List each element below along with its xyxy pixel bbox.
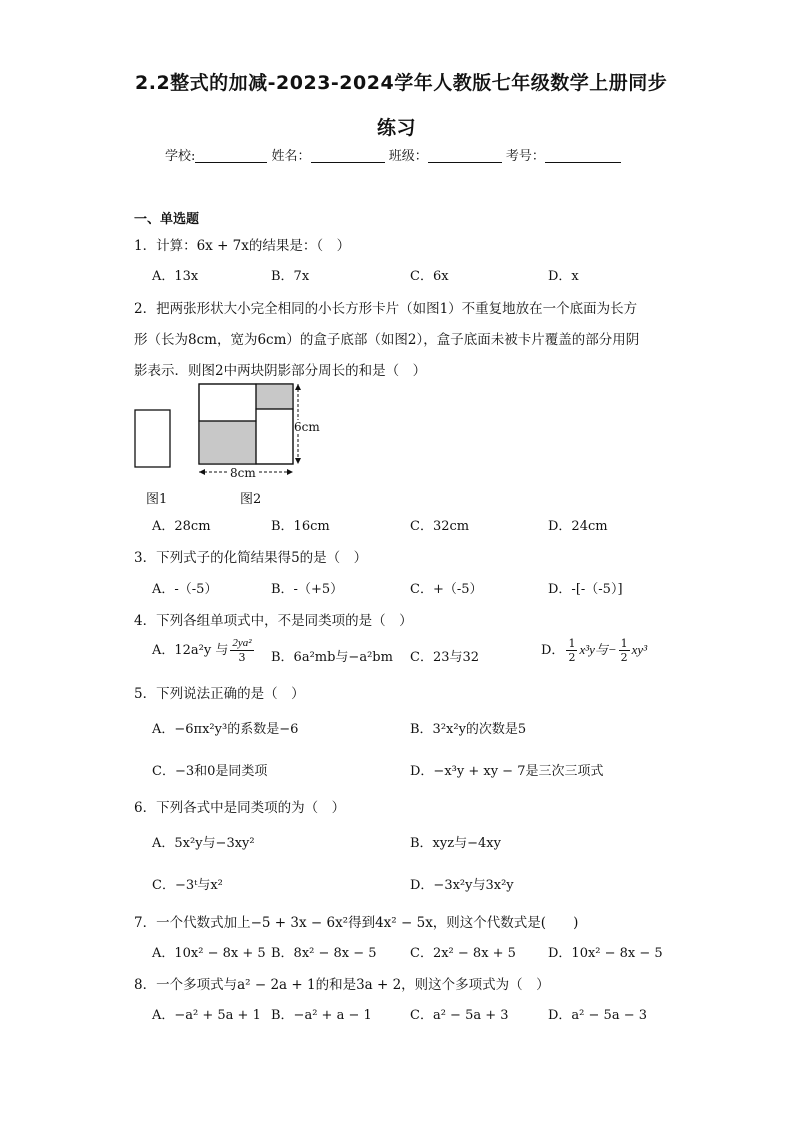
- question-5: 5．下列说法正确的是（ ）: [134, 686, 305, 702]
- q4-d-den2: 2: [620, 651, 628, 664]
- school-label: 学校:: [165, 149, 196, 164]
- q2-figures: [128, 378, 348, 506]
- q7-option-d[interactable]: D．10x² − 8x − 5: [548, 946, 663, 961]
- q6-option-a[interactable]: A．5x²y与−3xy²: [152, 836, 255, 851]
- q4-d-fraction1: [566, 638, 577, 663]
- figure1-rectangle: [135, 410, 170, 467]
- question-2-line2: 形（长为8cm，宽为6cm）的盒子底部（如图2），盒子底面未被卡片覆盖的部分用阴: [134, 332, 640, 348]
- q7-option-b[interactable]: B．8x² − 8x − 5: [271, 946, 377, 961]
- q8-option-d[interactable]: D．a² − 5a − 3: [548, 1008, 647, 1023]
- q4-option-d[interactable]: [541, 638, 647, 663]
- question-6: 6．下列各式中是同类项的为（ ）: [134, 800, 346, 816]
- q8-option-a[interactable]: A．−a² + 5a + 1: [152, 1008, 261, 1023]
- name-blank[interactable]: [311, 148, 385, 163]
- figure1-caption: 图1: [146, 492, 168, 507]
- q4-a-text: A．12a²y 与: [152, 643, 229, 658]
- q5-option-b[interactable]: B．3²x²y的次数是5: [410, 722, 527, 737]
- q4-d-end: xy³: [631, 642, 648, 657]
- name-label: 姓名：: [271, 149, 311, 164]
- q4-d-den1: 2: [568, 651, 576, 664]
- q6-option-b[interactable]: B．xyz与−4xy: [410, 836, 501, 851]
- class-label: 班级：: [388, 149, 428, 164]
- q4-d-num2: 1: [620, 637, 628, 650]
- figure2-caption: 图2: [240, 492, 262, 507]
- number-blank[interactable]: [545, 148, 621, 163]
- question-2-line3: 影表示．则图2中两块阴影部分周长的和是（ ）: [134, 363, 427, 379]
- page-title-line2: 练习: [377, 117, 417, 139]
- q1-option-d[interactable]: D．x: [548, 269, 579, 284]
- q8-option-b[interactable]: B．−a² + a − 1: [271, 1008, 372, 1023]
- q1-option-a[interactable]: A．13x: [152, 269, 199, 284]
- shade-bottom-left: [199, 421, 256, 464]
- question-8: 8．一个多项式与a² − 2a + 1的和是3a + 2，则这个多项式为（ ）: [134, 977, 550, 993]
- question-1: 1．计算：6x + 7x的结果是：（ ）: [134, 238, 351, 254]
- q4-option-c[interactable]: C．23与32: [410, 650, 480, 665]
- q6-option-d[interactable]: D．−3x²y与3x²y: [410, 878, 514, 893]
- q3-option-b[interactable]: B．-（+5）: [271, 582, 344, 597]
- width-label: 8cm: [230, 466, 256, 480]
- card-top-left: [199, 384, 256, 421]
- q8-option-c[interactable]: C．a² − 5a + 3: [410, 1008, 509, 1023]
- q4-d-prefix: D．: [541, 643, 565, 658]
- school-blank[interactable]: [195, 148, 267, 163]
- q5-option-d[interactable]: D．−x³y + xy − 7是三次三项式: [410, 764, 604, 779]
- q3-option-a[interactable]: A．-（-5）: [152, 582, 218, 597]
- q2-option-b[interactable]: B．16cm: [271, 519, 330, 534]
- question-3: 3．下列式子的化简结果得5的是（ ）: [134, 550, 368, 566]
- q5-option-c[interactable]: C．−3和0是同类项: [152, 764, 268, 779]
- q2-option-a[interactable]: A．28cm: [152, 519, 211, 534]
- section-heading: 一、单选题: [134, 212, 200, 227]
- q4-option-a[interactable]: [152, 638, 256, 663]
- q4-a-numerator: 2ya²: [232, 637, 252, 649]
- q7-option-c[interactable]: C．2x² − 8x + 5: [410, 946, 516, 961]
- q7-option-a[interactable]: A．10x² − 8x + 5: [152, 946, 266, 961]
- card-right: [256, 409, 293, 464]
- question-4: 4．下列各组单项式中，不是同类项的是（ ）: [134, 613, 413, 629]
- shade-top-right: [256, 384, 293, 409]
- q4-d-num1: 1: [568, 637, 576, 650]
- q5-option-a[interactable]: A．−6πx²y³的系数是−6: [152, 722, 299, 737]
- q2-option-c[interactable]: C．32cm: [410, 519, 470, 534]
- number-label: 考号：: [505, 149, 545, 164]
- q4-d-mid: x³y与−: [579, 642, 617, 657]
- class-blank[interactable]: [428, 148, 502, 163]
- q4-a-denominator: 3: [238, 651, 246, 664]
- height-label: 6cm: [294, 420, 320, 434]
- page-title-line1: 2.2整式的加减-2023-2024学年人教版七年级数学上册同步: [135, 72, 668, 94]
- q2-option-d[interactable]: D．24cm: [548, 519, 608, 534]
- q1-option-c[interactable]: C．6x: [410, 269, 449, 284]
- question-7: 7．一个代数式加上−5 + 3x − 6x²得到4x² − 5x，则这个代数式是( ): [134, 915, 579, 931]
- q4-d-fraction2: [619, 638, 630, 663]
- q6-option-c[interactable]: C．−3ᵗ与x²: [152, 878, 223, 893]
- q3-option-d[interactable]: D．-[-（-5）]: [548, 582, 623, 597]
- student-info-line: [165, 145, 621, 164]
- q4-option-b[interactable]: B．6a²mb与−a²bm: [271, 650, 393, 665]
- q3-option-c[interactable]: C．+（-5）: [410, 582, 483, 597]
- q1-option-b[interactable]: B．7x: [271, 269, 310, 284]
- q4-a-fraction: [230, 638, 253, 663]
- question-2-line1: 2．把两张形状大小完全相同的小长方形卡片（如图1）不重复地放在一个底面为长方: [134, 301, 638, 317]
